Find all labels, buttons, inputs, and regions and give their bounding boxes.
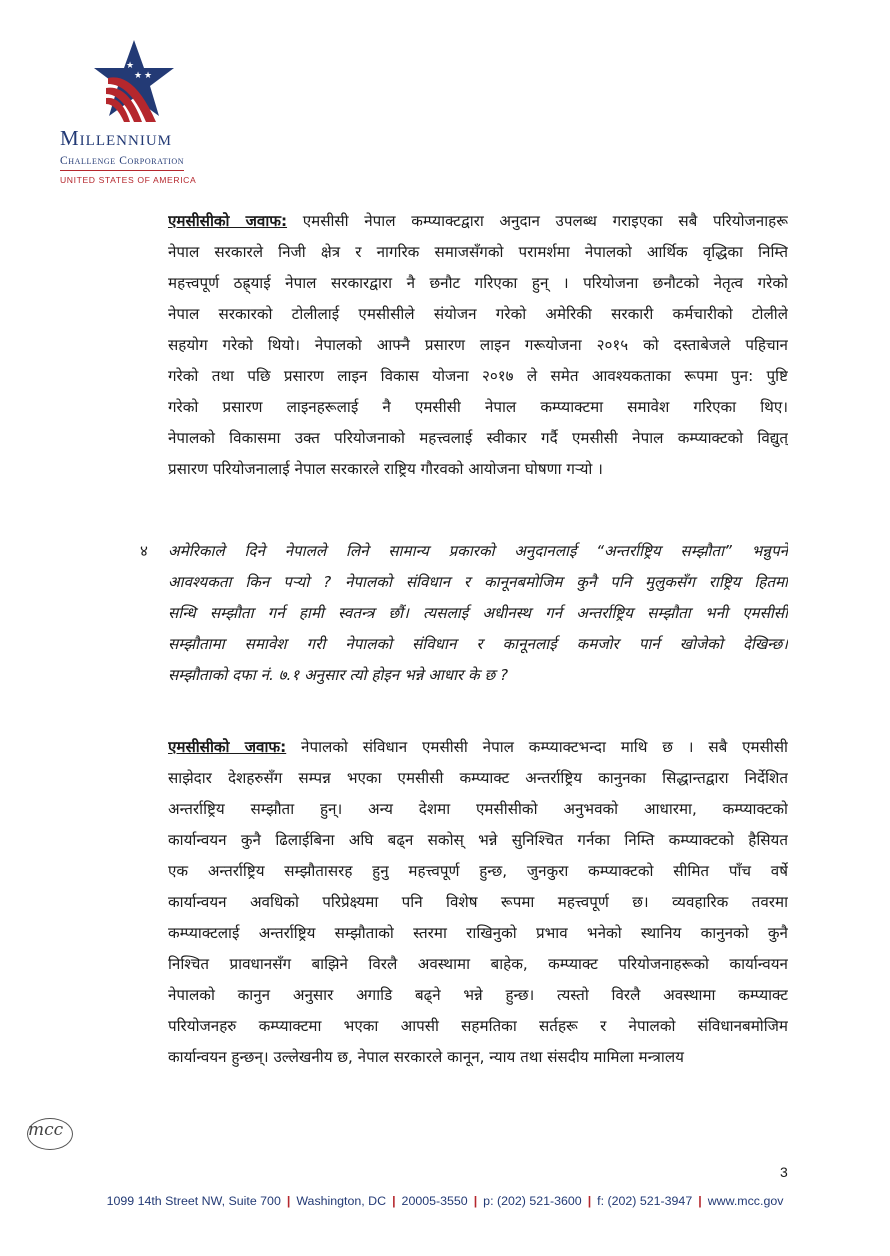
answer-2 <box>168 732 788 1073</box>
answer-2-line: एक अन्तर्राष्ट्रिय सम्झौतासरह हुनु महत्त्वपूर्ण हुन्छ, जुनकुरा कम्प्याक्टको सीमित पाँच वर्षे <box>168 862 788 880</box>
svg-text:★: ★ <box>144 71 153 81</box>
question-line: आवश्यकता किन पऱ्यो ? नेपालको संविधान र कानूनबमोजिम कुनै पनि मुलुकसँग राष्ट्रिय हितमा <box>168 573 788 591</box>
answer-1-line: एमसीसीको जवाफ: एमसीसी नेपाल कम्प्याक्टद्वारा अनुदान उपलब्ध गराइएका सबै परियोजनाहरू <box>168 212 788 230</box>
answer-1-line: नेपाल सरकारको टोलीलाई एमसीसीले संयोजन गरेको अमेरिकी सरकारी कर्मचारीको टोलीले <box>168 305 788 323</box>
question-number: ४ <box>140 542 148 560</box>
question-line: सम्झौताको दफा नं. ७.१ अनुसार त्यो होइन भन्ने आधार के छ ? <box>168 666 509 684</box>
initials-stamp: mcc <box>28 1120 64 1140</box>
footer-fax: f: (202) 521-3947 <box>597 1194 693 1208</box>
answer-2-line: साझेदार देशहरुसँग सम्पन्न भएका एमसीसी कम्प्याक्ट अन्तर्राष्ट्रिय कानुनका सिद्धान्तद्वारा निर्देशित <box>168 769 788 787</box>
answer-2-line: नेपालको कानुन अनुसार अगाडि बढ्ने भन्ने हुन्छ। त्यस्तो विरलै अवस्थामा कम्प्याक्ट <box>168 986 788 1004</box>
question-line: सम्झौतामा समावेश गरी नेपालको संविधान र कानूनलाई कमजोर पार्न खोजेको देखिन्छ। <box>168 635 788 653</box>
footer-zip: 20005-3550 <box>401 1194 468 1208</box>
logo-name: Millennium <box>60 126 172 150</box>
answer-1-line: गरेको प्रसारण लाइनहरूलाई नै एमसीसी नेपाल कम्प्याक्टमा समावेश गरिएका थिए। <box>168 398 788 416</box>
answer-label: एमसीसीको जवाफ: <box>168 212 288 230</box>
page-number: 3 <box>780 1164 788 1180</box>
separator-icon: | <box>587 1194 592 1208</box>
footer-address: 1099 14th Street NW, Suite 700 <box>106 1194 281 1208</box>
logo-country: UNITED STATES OF AMERICA <box>60 175 197 185</box>
answer-1-line: महत्त्वपूर्ण ठह्र्याई नेपाल सरकारद्वारा नै छनौट गरिएका हुन् । परियोजना छनौटको नेतृत्व गरेको <box>168 274 788 292</box>
question-line: सन्धि सम्झौता गर्न हामी स्वतन्त्र छौं। त्यसलाई अधीनस्थ गर्न अन्तर्राष्ट्रिय सम्झौता भनी एमसीसी <box>168 604 788 622</box>
question-line: अमेरिकाले दिने नेपालले लिने सामान्य प्रकारको अनुदानलाई “अन्तर्राष्ट्रिय सम्झौता” भन्नुपर्ने <box>168 542 788 560</box>
answer-2-line: निश्चित प्रावधानसँग बाझिने विरलै अवस्थामा बाहेक, कम्प्याक्ट परियोजनाहरूको कार्यान्वयन <box>168 955 788 973</box>
answer-1-line: नेपाल सरकारले निजी क्षेत्र र नागरिक समाजसँगको परामर्शमा नेपालको आर्थिक वृद्धिका निम्ति <box>168 243 788 261</box>
separator-icon: | <box>698 1194 702 1208</box>
answer-1-line: प्रसारण परियोजनालाई नेपाल सरकारले राष्ट्रिय गौरवको आयोजना घोषणा गऱ्यो । <box>168 460 603 478</box>
answer-2-line: परियोजनहरु कम्प्याक्टमा भएका आपसी सहमतिका सर्तहरू र नेपालको संविधानबमोजिम <box>168 1017 788 1035</box>
answer-2-line: कार्यान्वयन कुनै ढिलाईबिना अघि बढ्न सकोस् भन्ने सुनिश्चित गर्नका निम्ति कम्प्याक्टको हैसियत <box>168 831 788 849</box>
footer-website: www.mcc.gov <box>707 1194 784 1208</box>
answer-1 <box>168 206 788 485</box>
answer-1-line: नेपालको विकासमा उक्त परियोजनाको महत्त्वलाई स्वीकार गर्दै एमसीसी नेपाल कम्प्याक्टको विद्युत् <box>168 429 788 447</box>
answer-2-line: कार्यान्वयन अवधिको परिप्रेक्ष्यमा पनि विशेष रूपमा महत्त्वपूर्ण छ। व्यवहारिक तवरमा <box>168 893 788 911</box>
separator-icon: | <box>473 1194 478 1208</box>
answer-1-line: गरेको तथा पछि प्रसारण लाइन विकास योजना २०१७ ले समेत आवश्यकताका रूपमा पुन: पुष्टि <box>168 367 788 385</box>
question-4 <box>168 536 788 691</box>
answer-1-line: सहयोग गरेको थियो। नेपालको आफ्नै प्रसारण लाइन गरूयोजना २०१५ को दस्ताबेजले पहिचान <box>168 336 788 354</box>
separator-icon: | <box>286 1194 291 1208</box>
star-logo-icon <box>86 38 182 124</box>
footer <box>0 1194 890 1208</box>
answer-label: एमसीसीको जवाफ: <box>168 738 287 756</box>
answer-2-line: एमसीसीको जवाफ: नेपालको संविधान एमसीसी नेपाल कम्प्याक्टभन्दा माथि छ । सबै एमसीसी <box>168 738 788 756</box>
answer-2-line: अन्तर्राष्ट्रिय सम्झौता हुन्। अन्य देशमा एमसीसीको अनुभवको आधारमा, कम्प्याक्टको <box>168 800 788 818</box>
answer-2-line: कार्यान्वयन हुन्छन्। उल्लेखनीय छ, नेपाल सरकारले कानून, न्याय तथा संसदीय मामिला मन्त्रालय <box>168 1048 684 1066</box>
logo-subtitle: Challenge Corporation <box>60 155 184 171</box>
answer-2-line: कम्प्याक्टलाई अन्तर्राष्ट्रिय सम्झौताको स्तरमा राखिनुको प्रभाव भनेको स्थानिय कानुनको कुनै <box>168 924 788 942</box>
svg-text:★: ★ <box>126 61 135 71</box>
footer-phone: p: (202) 521-3600 <box>483 1194 582 1208</box>
separator-icon: | <box>392 1194 396 1208</box>
svg-text:★: ★ <box>134 71 143 81</box>
footer-city: Washington, DC <box>296 1194 387 1208</box>
mcc-logo <box>60 38 210 185</box>
